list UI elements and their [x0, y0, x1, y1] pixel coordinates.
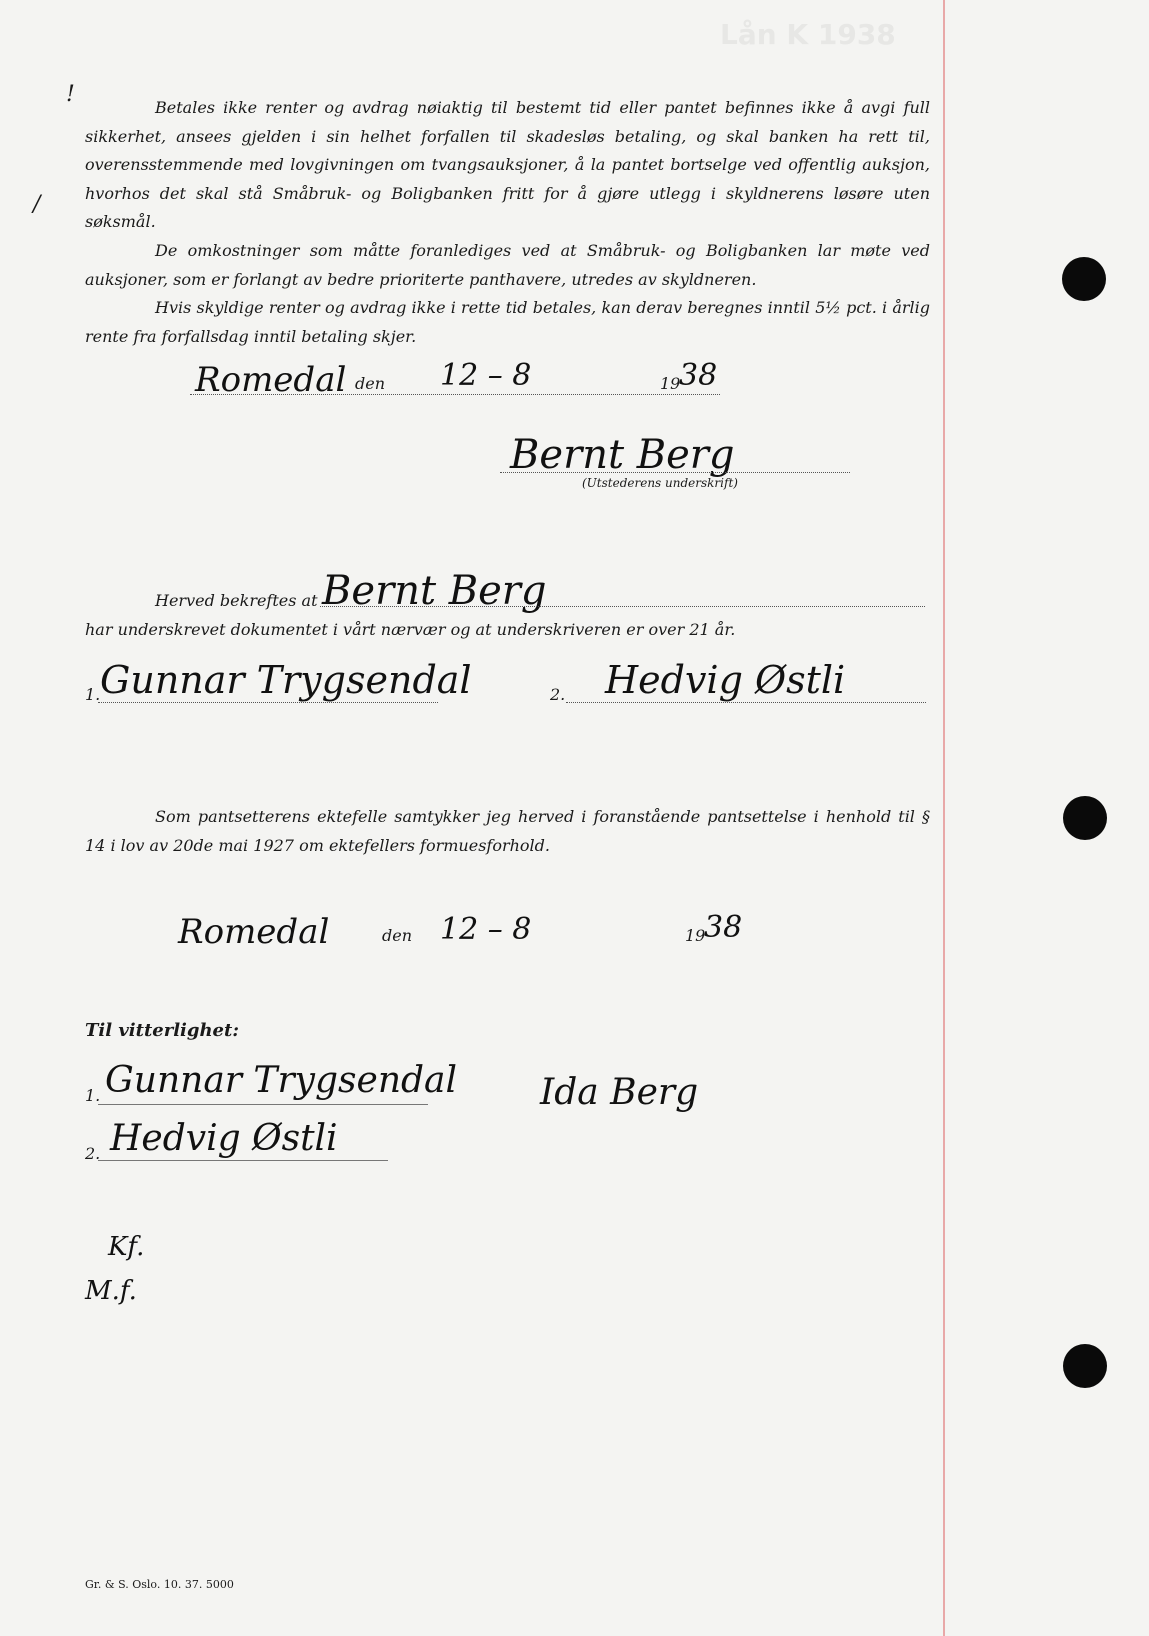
date1-den: den — [355, 374, 386, 393]
date1-year-suffix: 38 — [679, 358, 718, 393]
date1-dotted-line — [190, 394, 720, 395]
issuer-signature: Bernt Berg — [510, 432, 735, 478]
date1-place: Romedal — [195, 360, 347, 400]
attest-witness1-number: 1. — [85, 1086, 101, 1105]
bleed-through-header: Lån K 1938 — [720, 18, 896, 51]
punch-hole-middle — [1063, 796, 1107, 840]
terms-paragraph-1: Betales ikke renter og avdrag nøiaktig til bestemt tid eller pantet befinnes ikke å avgi full sikkerhet, ansees gjelden i sin helhet forfallen til skadesløs betaling, og skal banken ha rett til, overensstemmende med lovgivningen om tvangsauksjoner, å la pantet bortselge ved offentlig auksjon, hvorhos det skal stå Småbruk- og Boligbanken fritt for å gjøre utlegg i skyldnerens løsøre uten søksmål. — [85, 98, 930, 231]
date2-den: den — [382, 926, 413, 945]
attest-witness2-signature: Hedvig Østli — [110, 1118, 338, 1159]
confirmation-name: Bernt Berg — [322, 568, 547, 614]
red-margin-line — [943, 0, 945, 1636]
punch-hole-top — [1062, 257, 1106, 301]
attest-witness1-line — [98, 1104, 428, 1105]
issuer-signature-line — [500, 472, 850, 473]
confirmation-witness2-number: 2. — [550, 685, 566, 704]
attest-witness2-line — [98, 1160, 388, 1161]
spouse-signature: Ida Berg — [540, 1072, 699, 1113]
confirmation-lead: Herved bekreftes at — [155, 591, 318, 610]
initials-line-2: M.f. — [85, 1276, 137, 1306]
date2-year-suffix: 38 — [704, 910, 743, 945]
confirmation-witness1-signature: Gunnar Trygsendal — [100, 658, 472, 702]
attest-witness1-signature: Gunnar Trygsendal — [105, 1060, 458, 1101]
printer-imprint: Gr. & S. Oslo. 10. 37. 5000 — [85, 1578, 234, 1591]
initials-line-1: Kf. — [108, 1232, 145, 1262]
confirmation-rest: har underskrevet dokumentet i vårt nærvær og at underskriveren er over 21 år. — [85, 620, 736, 639]
attest-witness2-number: 2. — [85, 1144, 101, 1163]
date1-date: 12 – 8 — [440, 358, 532, 393]
confirmation-witness2-signature: Hedvig Østli — [605, 658, 846, 702]
date2-date: 12 – 8 — [440, 912, 532, 947]
spouse-consent-paragraph: Som pantsetterens ektefelle samtykker jeg herved i foranstående pantsettelse i henhold til § 14 i lov av 20de mai 1927 om ektefellers formuesforhold. — [85, 807, 930, 855]
margin-mark-top: ! — [66, 82, 75, 107]
confirmation-witness1-line — [98, 702, 438, 703]
date1-year-prefix: 19 — [660, 374, 681, 393]
terms-paragraph-3: Hvis skyldige renter og avdrag ikke i rette tid betales, kan derav beregnes inntil 5½ pct. i årlig rente fra forfallsdag inntil betaling skjer. — [85, 298, 930, 346]
punch-hole-bottom — [1063, 1344, 1107, 1388]
date2-year-prefix: 19 — [685, 926, 706, 945]
confirmation-witness2-line — [566, 702, 926, 703]
issuer-caption: (Utstederens underskrift) — [582, 476, 738, 490]
attest-heading: Til vitterlighet: — [85, 1020, 239, 1041]
terms-paragraph-2: De omkostninger som måtte foranlediges ved at Småbruk- og Boligbanken lar møte ved auksjoner, som er forlangt av bedre prioriterte panthavere, utredes av skyldneren. — [85, 241, 930, 289]
confirmation-name-line — [320, 606, 925, 607]
confirmation-witness1-number: 1. — [85, 685, 101, 704]
date2-place: Romedal — [178, 912, 330, 952]
margin-mark-middle: / — [33, 192, 41, 217]
